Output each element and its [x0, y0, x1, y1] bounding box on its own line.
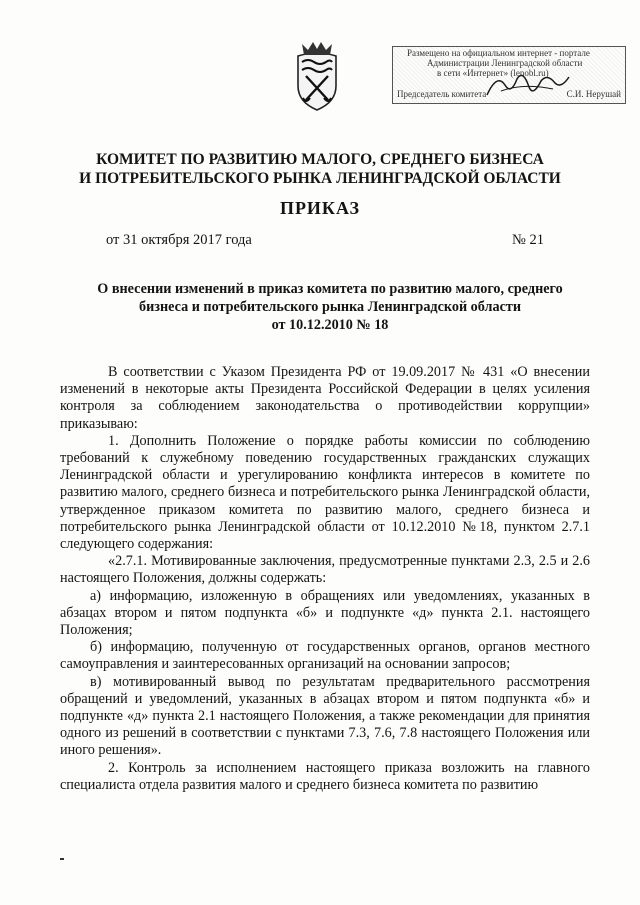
signature-icon	[483, 69, 573, 101]
subject-line-3: от 10.12.2010 № 18	[271, 317, 389, 333]
subject-line-2: бизнеса и потребительского рынка Ленинградской области	[138, 299, 522, 315]
order-number: № 21	[512, 232, 544, 248]
order-subject	[72, 280, 588, 334]
scan-mark	[60, 858, 64, 860]
paragraph-item-2: 2. Контроль за исполнением настоящего приказа возложить на главного специалиста отдела развития малого и среднего бизнеса комитета по развитию	[60, 759, 590, 793]
paragraph-sub-v: в) мотивированный вывод по результатам предварительного рассмотрения обращений и уведомлений, указанных в абзацах втором и пятом подпункта «б» и подпункте «д» пункта 2.1 настоящего Положения, а также рекомендации для принятия одного из решений в соответствии с пунктами 7.3, 7.6, 7.8 настоящего Положения или иного решения».	[60, 673, 590, 759]
stamp-signer-name: С.И. Нерушай	[566, 89, 621, 99]
paragraph-sub-b: б) информацию, полученную от государственных органов, органов местного самоуправления и заинтересованных организаций на основании запросов;	[60, 639, 590, 673]
committee-line-1: КОМИТЕТ ПО РАЗВИТИЮ МАЛОГО, СРЕДНЕГО БИЗНЕСА	[96, 151, 544, 168]
paragraph-preamble: В соответствии с Указом Президента РФ от 19.09.2017 № 431 «О внесении изменений в некоторые акты Президента Российской Федерации в целях усиления контроля за соблюдением законодательства о противодействии коррупции» приказываю:	[60, 364, 590, 432]
stamp-line-3: в сети «Интернет» (lenobl.ru)	[437, 68, 549, 78]
subject-line-1: О внесении изменений в приказ комитета по развитию малого, среднего	[97, 281, 563, 297]
order-body	[60, 364, 590, 794]
stamp-signer-title: Председатель комитета	[397, 89, 487, 99]
committee-name	[0, 150, 640, 188]
committee-line-2: И ПОТРЕБИТЕЛЬСКОГО РЫНКА ЛЕНИНГРАДСКОЙ ОБЛАСТИ	[79, 170, 561, 187]
stamp-line-1: Размещено на официальном интернет - портале	[407, 48, 590, 58]
paragraph-sub-a: а) информацию, изложенную в обращениях или уведомлениях, указанных в абзацах втором и пятом подпункта «б» и подпункте «д» пункта 2.1. настоящего Положения;	[60, 587, 590, 639]
stamp-line-2: Администрации Ленинградской области	[427, 58, 583, 68]
paragraph-clause-2-7-1: «2.7.1. Мотивированные заключения, предусмотренные пунктами 2.3, 2.5 и 2.6 настоящего Положения, должны содержать:	[60, 553, 590, 587]
publication-stamp	[392, 46, 626, 104]
coat-of-arms-emblem	[292, 40, 342, 112]
paragraph-item-1: 1. Дополнить Положение о порядке работы комиссии по соблюдению требований к служебному поведению государственных гражданских служащих Ленинградской области и урегулированию конфликта интересов в комитете по развитию малого, среднего бизнеса и потребительского рынка Ленинградской области, утвержденное приказом комитета по развитию малого, среднего бизнеса и потребительского рынка Ленинградской области от 10.12.2010 №18, пунктом 2.7.1 следующего содержания:	[60, 432, 590, 553]
order-date: от 31 октября 2017 года	[106, 232, 252, 248]
doc-type: ПРИКАЗ	[279, 198, 361, 218]
